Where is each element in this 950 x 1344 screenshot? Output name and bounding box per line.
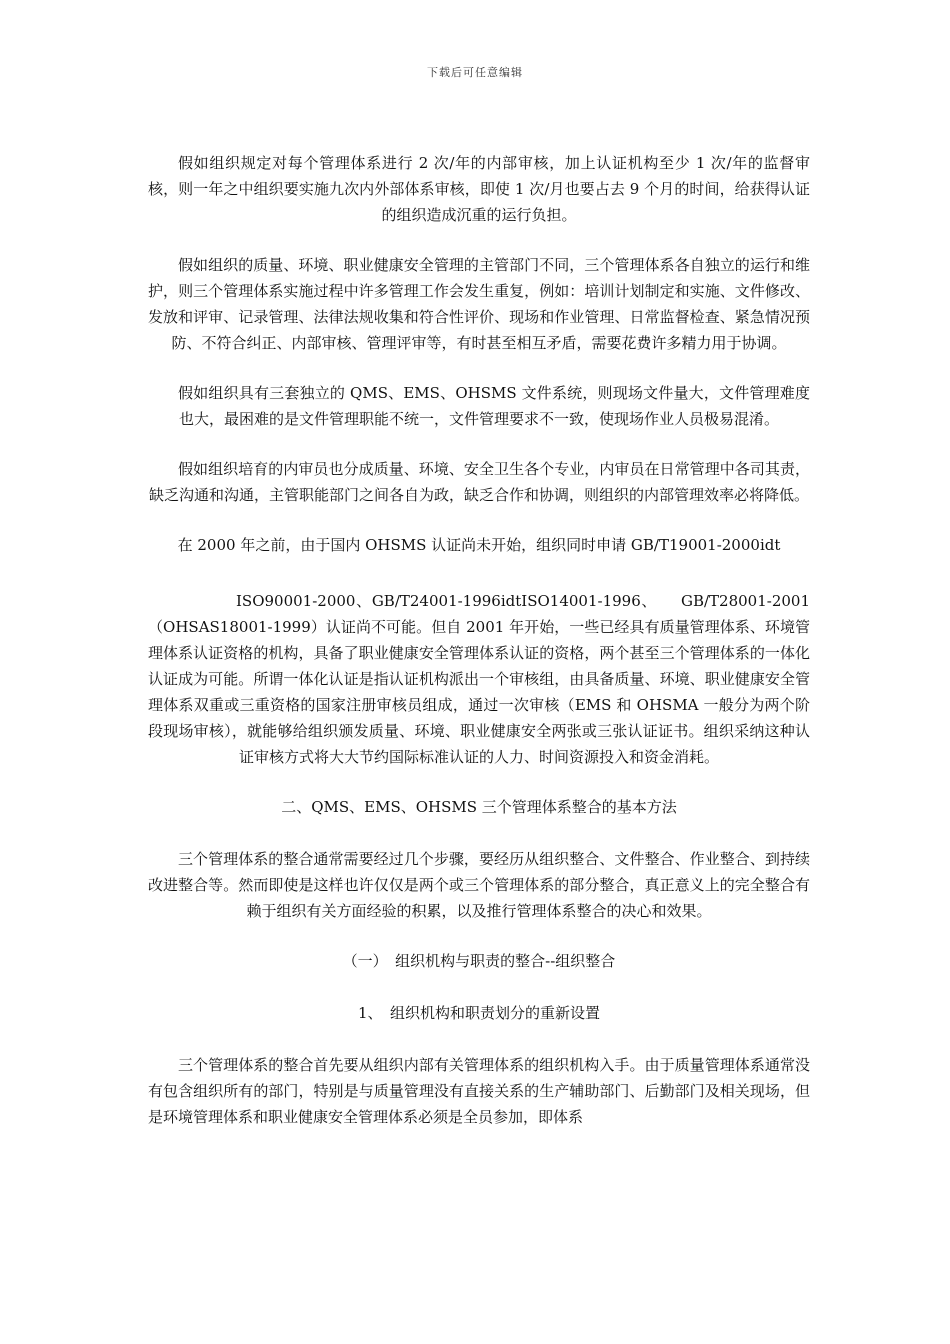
paragraph-internal-auditors: 假如组织培育的内审员也分成质量、环境、安全卫生各个专业，内审员在日常管理中各司其责，缺乏沟通和沟通，主管职能部门之间各自为政，缺乏合作和协调，则组织的内部管理效率必将降低。 — [148, 460, 810, 504]
paragraph-integrated-certification: ISO90001-2000、GB/T24001-1996idtISO14001-1996、 GB/T28001-2001（OHSAS18001-1999）认证尚不可能。但自 2001 年开始，一些已经具有质量管理体系、环境管理体系认证资格的机构，具备了职业健康安全管理体系认证的资格，两个甚至三个管理体系的一体化认证成为可能。所谓一体化认证是指认证机构派出一个审核组，由具备质量、环境、职业健康安全管理体系双重或三重资格的国家注册审核员组成，通过一次审核（EMS 和 OHSMA 一般分为两个阶段现场审核），就能够给组织颁发质量、环境、职业健康安全两张或三张认证证书。组织采纳这种认证审核方式将大大节约国际标准认证的人力、时间资源投入和资金消耗。 — [148, 592, 810, 766]
document-body — [148, 150, 810, 1154]
paragraph-integration-steps: 三个管理体系的整合通常需要经过几个步骤，要经历从组织整合、文件整合、作业整合、到持续改进整合等。然而即使是这样也许仅仅是两个或三个管理体系的部分整合，真正意义上的完全整合有赖于组织有关方面经验的积累，以及推行管理体系整合的决心和效果。 — [148, 850, 810, 920]
paragraph-duplicate-work: 假如组织的质量、环境、职业健康安全管理的主管部门不同，三个管理体系各自独立的运行和维护，则三个管理体系实施过程中许多管理工作会发生重复，例如：培训计划制定和实施、文件修改、发放和评审、记录管理、法律法规收集和符合性评价、现场和作业管理、日常监督检查、紧急情况预防、不符合纠正、内部审核、管理评审等，有时甚至相互矛盾，需要花费许多精力用于协调。 — [148, 256, 810, 352]
paragraph-document-systems: 假如组织具有三套独立的 QMS、EMS、OHSMS 文件系统，则现场文件量大，文件管理难度也大，最困难的是文件管理职能不统一，文件管理要求不一致，使现场作业人员极易混淆。 — [178, 384, 810, 428]
subsection-heading-organization: （一） 组织机构与职责的整合--组织整合 — [342, 952, 616, 970]
page-header: 下载后可任意编辑 — [427, 66, 523, 79]
paragraph-audit-burden: 假如组织规定对每个管理体系进行 2 次/年的内部审核，加上认证机构至少 1 次/年的监督审核，则一年之中组织要实施九次内外部体系审核，即使 1 次/月也要占去 9 个月的时间，给获得认证的组织造成沉重的运行负担。 — [148, 154, 810, 224]
subsection-heading-restructure: 1、 组织机构和职责划分的重新设置 — [357, 1004, 601, 1022]
paragraph-organization-structure: 三个管理体系的整合首先要从组织内部有关管理体系的组织机构入手。由于质量管理体系通常没有包含组织所有的部门，特别是与质量管理没有直接关系的生产辅助部门、后勤部门及相关现场，但是环境管理体系和职业健康安全管理体系必须是全员参加，即体系 — [148, 1056, 810, 1126]
section-heading-integration-methods: 二、QMS、EMS、OHSMS 三个管理体系整合的基本方法 — [281, 798, 677, 816]
paragraph-before-2000: 在 2000 年之前，由于国内 OHSMS 认证尚未开始，组织同时申请 GB/T19001-2000idt — [177, 536, 781, 554]
